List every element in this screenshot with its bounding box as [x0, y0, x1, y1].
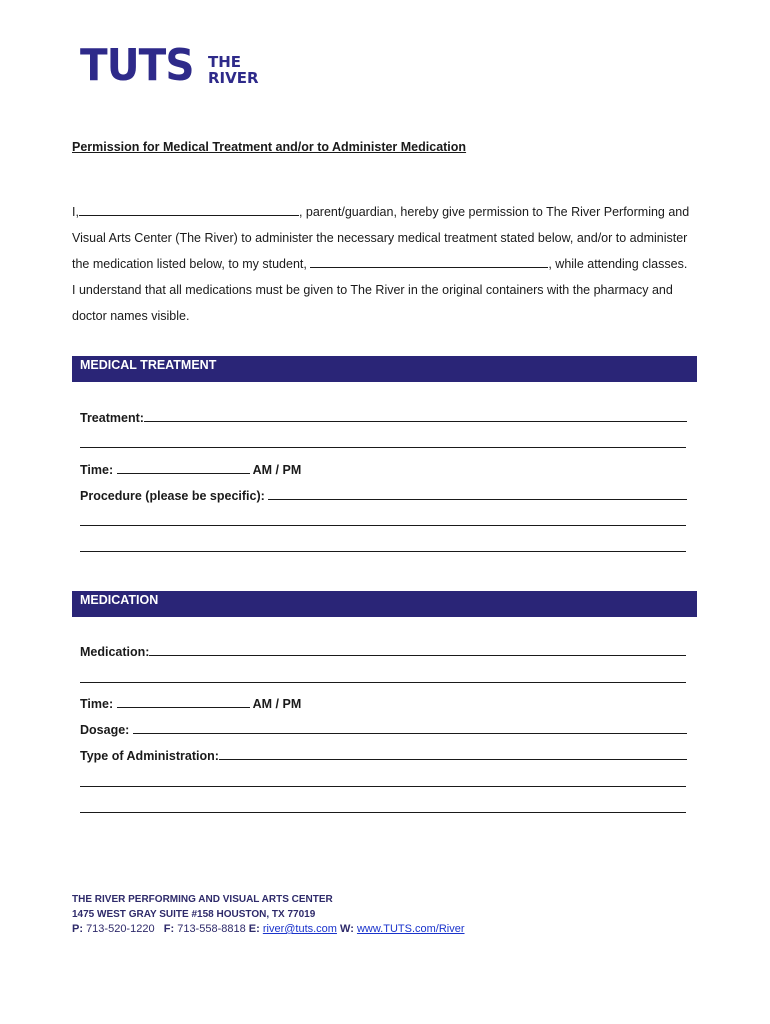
logo-the: THE	[208, 53, 242, 71]
dosage-row	[80, 721, 687, 737]
email-link[interactable]: river@tuts.com	[262, 923, 337, 935]
fax-label: F:	[163, 923, 175, 935]
medication-field[interactable]	[149, 643, 686, 656]
footer-org: THE RIVER PERFORMING AND VISUAL ARTS CENTER	[72, 894, 333, 905]
treatment-label: Treatment:	[80, 411, 144, 425]
administration-field[interactable]	[219, 747, 687, 760]
medication-header	[72, 591, 697, 617]
procedure-field-line-2[interactable]	[80, 525, 686, 526]
procedure-label: Procedure (please be specific):	[80, 489, 265, 503]
treatment-ampm: AM / PM	[252, 463, 302, 477]
phone-label: P:	[72, 923, 83, 935]
intro-line-2: Visual Arts Center (The River) to administer the necessary medical treatment stated below, and/or to administer	[72, 231, 688, 245]
intro-line-1	[72, 199, 700, 225]
logo-tuts: TUTS	[80, 40, 194, 91]
administration-label: Type of Administration:	[80, 749, 219, 763]
intro-l3-b: , while attending classes.	[548, 257, 688, 271]
administration-row	[80, 747, 687, 763]
intro-line-4: I understand that all medications must be given to The River in the original containers with the pharmacy and	[72, 283, 673, 297]
procedure-field-line-3[interactable]	[80, 551, 686, 552]
medication-field-line-2[interactable]	[80, 682, 686, 683]
treatment-row	[80, 409, 687, 425]
intro-line-3	[72, 251, 700, 277]
intro-l1-a: I,	[72, 205, 79, 219]
medication-time-label: Time:	[80, 697, 114, 711]
medication-time-field[interactable]	[117, 695, 250, 708]
medical-treatment-header	[72, 356, 697, 382]
medication-row	[80, 643, 687, 659]
logo-river: RIVER	[208, 69, 259, 87]
dosage-label: Dosage:	[80, 723, 130, 737]
student-name-field[interactable]	[310, 255, 548, 268]
treatment-field-line-2[interactable]	[80, 447, 686, 448]
medication-label: Medication:	[80, 645, 150, 659]
footer-address: 1475 WEST GRAY SUITE #158 HOUSTON, TX 77019	[72, 909, 316, 920]
web-label: W:	[340, 923, 354, 935]
intro-l3-a: the medication listed below, to my student,	[72, 257, 307, 271]
administration-field-line-2[interactable]	[80, 786, 686, 787]
web-link[interactable]: www.TUTS.com/River	[356, 923, 465, 935]
page-title: Permission for Medical Treatment and/or to Administer Medication	[72, 140, 467, 154]
footer	[72, 892, 465, 937]
medication-ampm: AM / PM	[252, 697, 302, 711]
fax-value: 713-558-8818	[177, 923, 246, 935]
medical-treatment-heading: MEDICAL TREATMENT	[80, 358, 217, 372]
treatment-field[interactable]	[144, 409, 687, 422]
intro-line-5: doctor names visible.	[72, 309, 190, 323]
footer-contact	[72, 922, 465, 937]
medication-time-row	[80, 695, 687, 711]
email-label: E:	[248, 923, 260, 935]
phone-value: 713-520-1220	[86, 923, 155, 935]
treatment-time-row	[80, 461, 687, 477]
procedure-field[interactable]	[268, 487, 687, 500]
intro-l1-b: , parent/guardian, hereby give permission to The River Performing and	[298, 205, 690, 219]
dosage-field[interactable]	[133, 721, 687, 734]
logo-the-river	[208, 54, 259, 86]
medication-heading: MEDICATION	[80, 593, 159, 607]
administration-field-line-3[interactable]	[80, 812, 686, 813]
intro-paragraph	[72, 199, 700, 329]
guardian-name-field[interactable]	[79, 203, 299, 216]
treatment-time-field[interactable]	[117, 461, 250, 474]
treatment-time-label: Time:	[80, 463, 114, 477]
procedure-row	[80, 487, 687, 503]
